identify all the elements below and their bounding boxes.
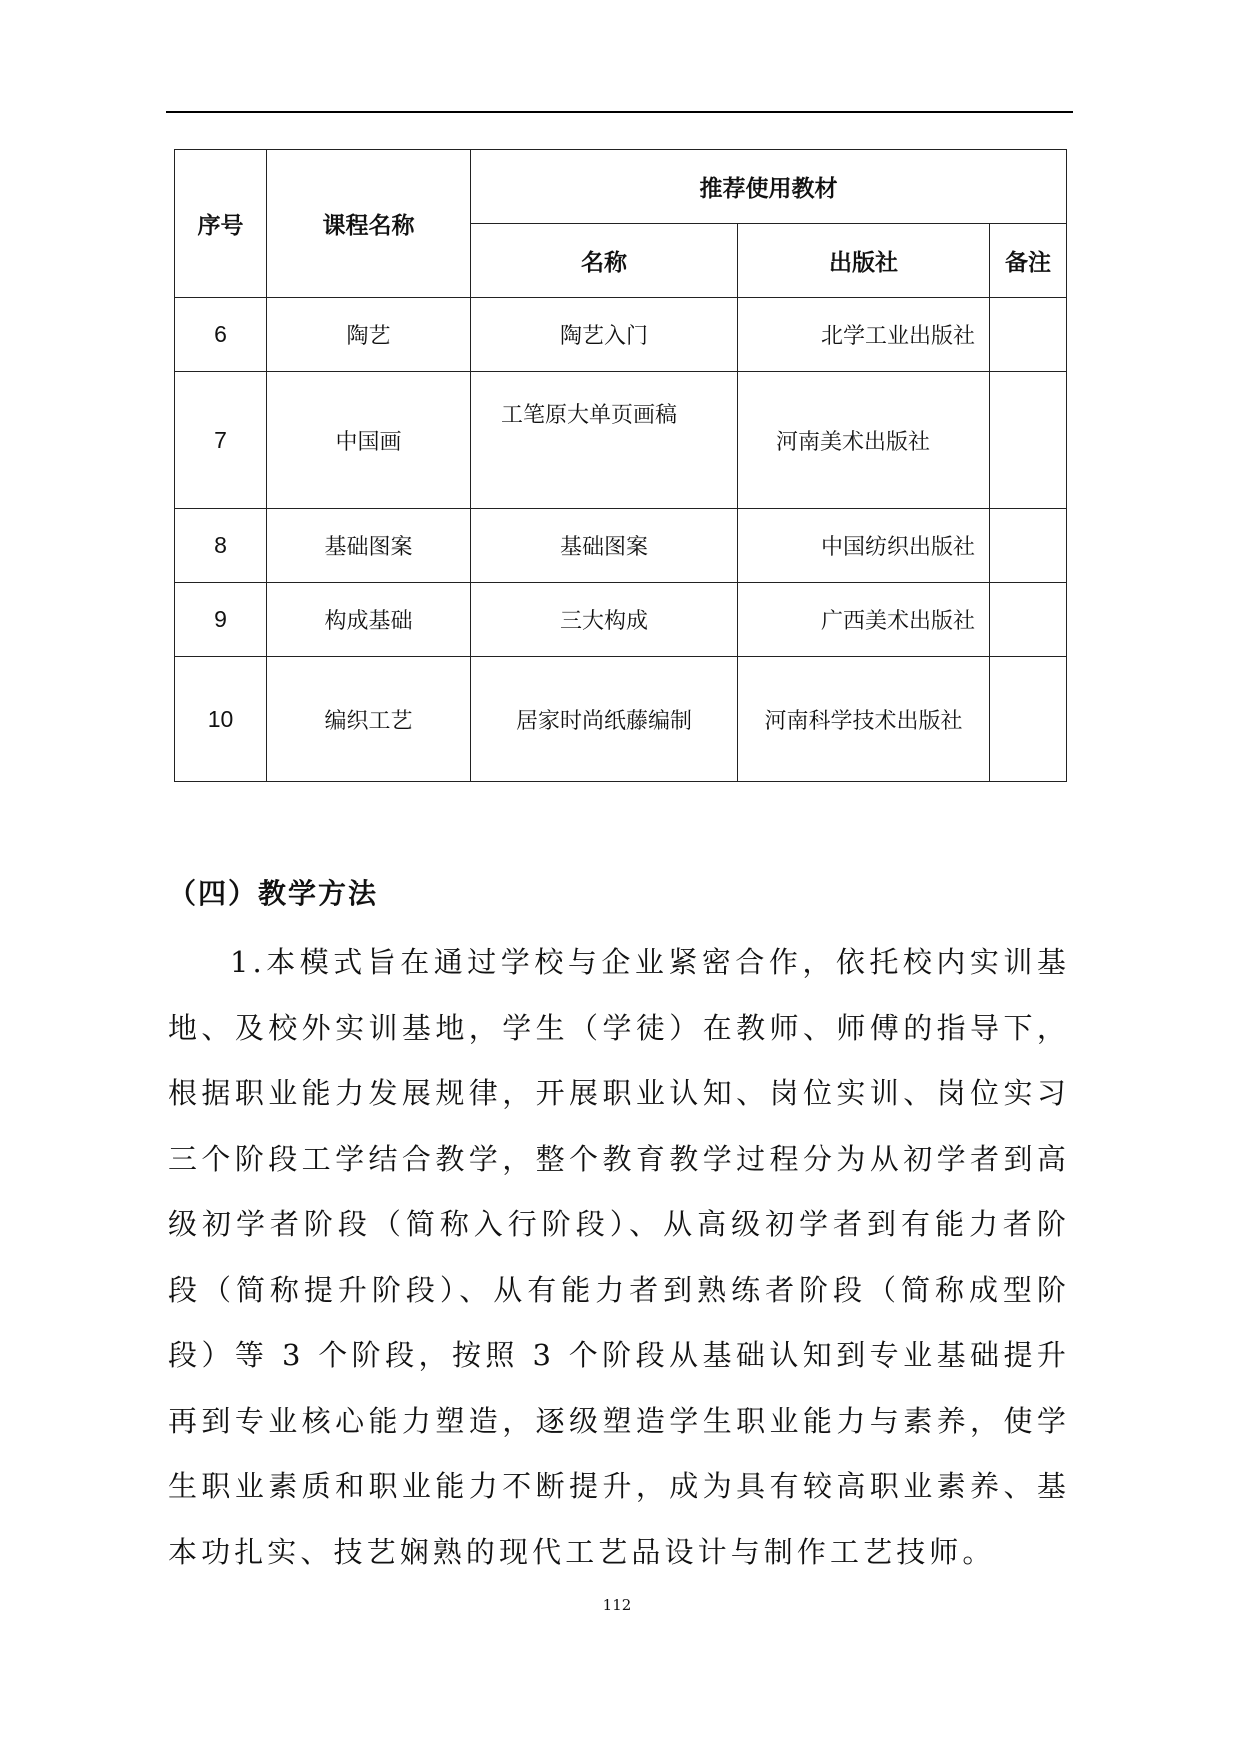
header-publisher: 出版社: [738, 224, 990, 298]
textbook-table: [174, 149, 1067, 782]
row-seq: 7: [175, 372, 267, 509]
row-publisher: 北学工业出版社: [738, 298, 990, 372]
page-number: 112: [602, 1596, 632, 1614]
row-course: 编织工艺: [267, 657, 471, 782]
header-course: 课程名称: [267, 150, 471, 298]
row-note: [990, 509, 1067, 583]
row-seq: [175, 657, 267, 782]
row-book: 工笔原大单页画稿: [471, 372, 738, 509]
table-row: [175, 298, 1067, 372]
header-recommended-textbooks: 推荐使用教材: [471, 150, 1067, 224]
row-seq: 9: [175, 583, 267, 657]
row-note: [990, 657, 1067, 782]
row-book: 基础图案: [471, 509, 738, 583]
row-seq: 6: [175, 298, 267, 372]
row-book: 陶艺入门: [471, 298, 738, 372]
body-paragraph: 1.本模式旨在通过学校与企业紧密合作，依托校内实训基地、及校外实训基地，学生（学徒）在教师、师傅的指导下，根据职业能力发展规律，开展职业认知、岗位实训、岗位实习三个阶段工学结合教学，整个教育教学过程分为从初学者到高级初学者阶段（简称入行阶段）、从高级初学者到有能力者阶段（简称提升阶段）、从有能力者到熟练者阶段（简称成型阶段）等 3 个阶段，按照 3 个阶段从基础认知到专业基础提升再到专业核心能力塑造，逐级塑造学生职业能力与素养，使学生职业素质和职业能力不断提升，成为具有较高职业素养、基本功扎实、技艺娴熟的现代工艺品设计与制作工艺技师。: [168, 945, 1070, 1569]
header-book-name: 名称: [471, 224, 738, 298]
row-publisher: 河南科学技术出版社: [738, 657, 990, 782]
row-note: [990, 298, 1067, 372]
row-publisher: 中国纺织出版社: [738, 509, 990, 583]
table-row: [175, 583, 1067, 657]
row-book: 居家时尚纸藤编制: [471, 657, 738, 782]
row-seq: 8: [175, 509, 267, 583]
header-seq: 序号: [175, 150, 267, 298]
table-row: [175, 657, 1067, 782]
header-note: 备注: [990, 224, 1067, 298]
row-course: 基础图案: [267, 509, 471, 583]
row-publisher: 河南美术出版社: [738, 372, 990, 509]
row-note: [990, 372, 1067, 509]
table-row: [175, 372, 1067, 509]
header-rule: [166, 111, 1073, 113]
row-course: 构成基础: [267, 583, 471, 657]
row-note: [990, 583, 1067, 657]
row-course: 中国画: [267, 372, 471, 509]
section-title: （四）教学方法: [168, 877, 379, 910]
row-book: 三大构成: [471, 583, 738, 657]
table-row: [175, 509, 1067, 583]
row-publisher: 广西美术出版社: [738, 583, 990, 657]
row-seq-text: 10: [207, 706, 234, 732]
row-course: 陶艺: [267, 298, 471, 372]
